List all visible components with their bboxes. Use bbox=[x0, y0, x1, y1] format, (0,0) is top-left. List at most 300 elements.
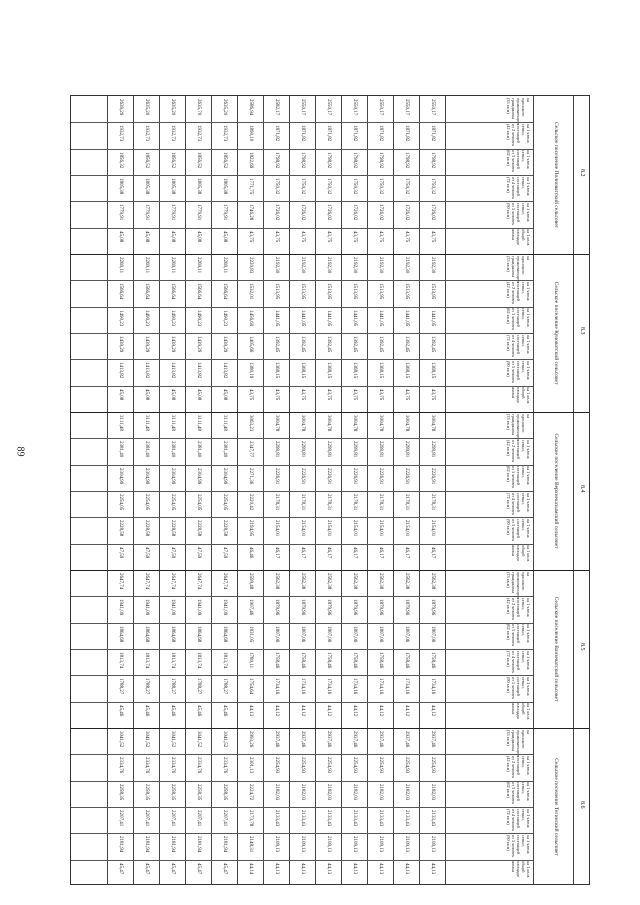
table-cell: 2220,42 bbox=[248, 494, 253, 511]
table-cell: 2181,94 bbox=[170, 836, 175, 853]
section-number: 8.2 bbox=[579, 169, 585, 177]
table-cell: 1413,82 bbox=[170, 362, 175, 379]
table-cell: 1441,05 bbox=[300, 309, 305, 326]
table-cell: 2299,81 bbox=[274, 441, 279, 458]
row-divider bbox=[71, 386, 533, 387]
table-cell: 2178,31 bbox=[404, 494, 409, 511]
table-cell: 2254,93 bbox=[378, 757, 383, 774]
table-cell: 1758,46 bbox=[300, 652, 305, 669]
row-label: на одинокого проживающего гражданина (33 кв.м) bbox=[506, 255, 531, 283]
table-cell: 2562,38 bbox=[378, 573, 383, 590]
table-cell: 45,46 bbox=[118, 704, 123, 716]
table-cell: 1566,64 bbox=[222, 283, 227, 300]
table-cell: 2299,81 bbox=[378, 441, 383, 458]
table-cell: 2937,46 bbox=[378, 731, 383, 748]
table-cell: 1441,05 bbox=[326, 309, 331, 326]
table-cell: 1368,15 bbox=[326, 362, 331, 379]
table-cell: 1441,05 bbox=[404, 309, 409, 326]
table-cell: 2182,03 bbox=[300, 783, 305, 800]
table-cell: 46,46 bbox=[248, 546, 253, 558]
table-cell: 1807,06 bbox=[378, 625, 383, 642]
table-cell: 1392,45 bbox=[352, 336, 357, 353]
table-cell: 2226,91 bbox=[430, 467, 435, 484]
table-cell: 1856,52 bbox=[222, 151, 227, 168]
row-label: на 1 члена семьи, состоящей из 2 человек (42 кв.м) bbox=[506, 281, 531, 304]
table-cell: 1734,16 bbox=[430, 678, 435, 695]
table-cell: 45,08 bbox=[196, 230, 201, 242]
table-cell: 1490,23 bbox=[170, 309, 175, 326]
table-cell: 3004,78 bbox=[404, 415, 409, 432]
table-cell: 2334,76 bbox=[196, 757, 201, 774]
row-label: на 1 кв.м. общей площади жилья bbox=[511, 545, 531, 563]
table-cell: 44,12 bbox=[300, 704, 305, 716]
table-cell: 1879,96 bbox=[352, 599, 357, 616]
table-cell: 2381,40 bbox=[196, 441, 201, 458]
table-cell: 2586,94 bbox=[248, 99, 253, 116]
table-cell: 45,08 bbox=[222, 230, 227, 242]
table-cell: 2226,91 bbox=[352, 467, 357, 484]
column-divider bbox=[263, 96, 264, 884]
table-cell: 1831,05 bbox=[248, 625, 253, 642]
table-cell: 2347,77 bbox=[248, 441, 253, 458]
table-cell: 2937,46 bbox=[274, 731, 279, 748]
table-cell: 43,75 bbox=[326, 230, 331, 242]
table-cell: 2228,58 bbox=[118, 520, 123, 537]
table-cell: 43,75 bbox=[274, 388, 279, 400]
table-cell: 1405,66 bbox=[248, 336, 253, 353]
table-cell: 1798,92 bbox=[430, 151, 435, 168]
table-cell: 2178,31 bbox=[430, 494, 435, 511]
table-cell: 1932,73 bbox=[170, 125, 175, 142]
table-cell: 2154,01 bbox=[326, 520, 331, 537]
table-cell: 1932,73 bbox=[222, 125, 227, 142]
table-cell: 2207,41 bbox=[196, 810, 201, 827]
table-cell: 1879,96 bbox=[378, 599, 383, 616]
table-cell: 2254,05 bbox=[170, 494, 175, 511]
table-cell: 1864,68 bbox=[118, 625, 123, 642]
table-cell: 47,59 bbox=[196, 546, 201, 558]
section-divider bbox=[71, 728, 589, 729]
table-cell: 1758,46 bbox=[378, 652, 383, 669]
table-cell: 44,13 bbox=[378, 862, 383, 874]
table-cell: 43,75 bbox=[430, 388, 435, 400]
section-number: 8.5 bbox=[579, 643, 585, 651]
table-cell: 2269,11 bbox=[144, 257, 149, 274]
table-cell: 2269,11 bbox=[118, 257, 123, 274]
table-cell: 2228,58 bbox=[196, 520, 201, 537]
table-cell: 45,47 bbox=[196, 862, 201, 874]
table-cell: 2299,81 bbox=[352, 441, 357, 458]
table-cell: 2254,05 bbox=[144, 494, 149, 511]
row-label: на 1 члена семьи, состоящей из 4 человек (72 кв.м) bbox=[506, 808, 531, 831]
table-cell: 2381,40 bbox=[144, 441, 149, 458]
table-cell: 2228,58 bbox=[170, 520, 175, 537]
row-label: на 1 члена семьи, состоящей из 5 человек (90 кв.м) bbox=[506, 676, 531, 699]
table-cell: 45,47 bbox=[222, 862, 227, 874]
table-cell: 2254,05 bbox=[196, 494, 201, 511]
table-cell: 2154,01 bbox=[378, 520, 383, 537]
table-cell: 3004,78 bbox=[378, 415, 383, 432]
table-cell: 1734,16 bbox=[300, 678, 305, 695]
table-cell: 1734,16 bbox=[326, 678, 331, 695]
table-cell: 1746,28 bbox=[248, 204, 253, 221]
table-cell: 47,59 bbox=[170, 546, 175, 558]
table-cell: 2181,94 bbox=[196, 836, 201, 853]
table-cell: 2154,01 bbox=[404, 520, 409, 537]
table-cell: 2178,31 bbox=[378, 494, 383, 511]
table-cell: 1941,09 bbox=[118, 599, 123, 616]
table-cell: 1890,10 bbox=[248, 125, 253, 142]
table-cell: 1413,82 bbox=[222, 362, 227, 379]
settlement-name: Сельское поселение Ванзеватский сельсовет bbox=[553, 596, 559, 702]
table-cell: 2178,31 bbox=[326, 494, 331, 511]
row-divider bbox=[71, 675, 533, 676]
table-cell: 44,12 bbox=[352, 704, 357, 716]
table-cell: 2133,43 bbox=[378, 810, 383, 827]
row-divider bbox=[71, 491, 533, 492]
table-cell: 1368,15 bbox=[404, 362, 409, 379]
table-cell: 44,13 bbox=[300, 862, 305, 874]
table-cell: 2304,99 bbox=[222, 467, 227, 484]
row-divider bbox=[71, 149, 533, 150]
row-divider bbox=[71, 754, 533, 755]
table-cell: 1771,75 bbox=[248, 178, 253, 195]
column-divider bbox=[237, 96, 238, 884]
table-cell: 1879,96 bbox=[430, 599, 435, 616]
table-cell: 44,13 bbox=[274, 862, 279, 874]
row-label: на одинокого проживающего гражданина (33 кв.м) bbox=[506, 729, 531, 757]
table-cell: 1822,69 bbox=[248, 151, 253, 168]
table-cell: 1798,92 bbox=[378, 151, 383, 168]
table-cell: 2550,17 bbox=[430, 99, 435, 116]
table-cell: 46,17 bbox=[352, 546, 357, 558]
row-divider bbox=[71, 201, 533, 202]
table-cell: 2207,41 bbox=[222, 810, 227, 827]
table-cell: 1779,91 bbox=[118, 204, 123, 221]
table-cell: 2109,13 bbox=[378, 836, 383, 853]
table-cell: 1368,15 bbox=[352, 362, 357, 379]
table-cell: 2381,40 bbox=[170, 441, 175, 458]
table-cell: 1805,38 bbox=[222, 178, 227, 195]
table-cell: 3111,48 bbox=[170, 415, 175, 431]
section-number: 8.3 bbox=[579, 327, 585, 335]
table-cell: 1879,96 bbox=[274, 599, 279, 616]
table-cell: 1813,74 bbox=[196, 652, 201, 669]
table-cell: 2254,93 bbox=[352, 757, 357, 774]
table-cell: 2226,91 bbox=[274, 467, 279, 484]
table-cell: 1513,95 bbox=[378, 283, 383, 300]
table-cell: 3111,48 bbox=[144, 415, 149, 431]
table-cell: 2647,74 bbox=[222, 573, 227, 590]
table-cell: 1750,32 bbox=[326, 178, 331, 195]
table-cell: 1754,64 bbox=[248, 678, 253, 695]
table-cell: 2258,35 bbox=[144, 783, 149, 800]
table-cell: 3041,52 bbox=[170, 731, 175, 748]
row-divider bbox=[71, 833, 533, 834]
row-divider bbox=[71, 623, 533, 624]
table-cell: 2192,30 bbox=[352, 257, 357, 274]
table-cell: 1879,96 bbox=[326, 599, 331, 616]
table-cell: 1871,82 bbox=[352, 125, 357, 142]
table-cell: 2258,35 bbox=[170, 783, 175, 800]
table-cell: 2226,91 bbox=[300, 467, 305, 484]
table-cell: 1734,16 bbox=[274, 678, 279, 695]
table-cell: 2148,31 bbox=[248, 836, 253, 853]
table-cell: 1941,09 bbox=[222, 599, 227, 616]
table-cell: 1380,19 bbox=[248, 362, 253, 379]
table-cell: 1413,82 bbox=[144, 362, 149, 379]
row-label: на 1 члена семьи, состоящей из 2 человек (42 кв.м) bbox=[506, 439, 531, 462]
table-cell: 1392,45 bbox=[300, 336, 305, 353]
table-cell: 44,12 bbox=[430, 704, 435, 716]
table-cell: 1726,02 bbox=[300, 204, 305, 221]
table-cell: 1758,46 bbox=[352, 652, 357, 669]
table-cell: 1941,09 bbox=[196, 599, 201, 616]
row-label: на 1 кв.м. общей площади жилья bbox=[511, 387, 531, 405]
table-cell: 1798,92 bbox=[326, 151, 331, 168]
table-cell: 2562,38 bbox=[352, 573, 357, 590]
table-cell: 1788,27 bbox=[144, 678, 149, 695]
row-divider bbox=[71, 860, 533, 861]
row-label: на 1 кв.м. общей площади жилья bbox=[511, 229, 531, 247]
table-cell: 44,13 bbox=[352, 862, 357, 874]
table-cell: 1456,60 bbox=[248, 309, 253, 326]
row-label: на 1 члена семьи, состоящей из 2 человек (42 кв.м) bbox=[506, 123, 531, 146]
table-cell: 44,12 bbox=[378, 704, 383, 716]
table-cell: 1758,46 bbox=[404, 652, 409, 669]
table-cell: 2109,13 bbox=[326, 836, 331, 853]
table-cell: 1856,52 bbox=[170, 151, 175, 168]
table-cell: 2550,17 bbox=[300, 99, 305, 116]
table-cell: 1490,23 bbox=[196, 309, 201, 326]
table-cell: 2224,72 bbox=[248, 783, 253, 800]
table-cell: 2228,58 bbox=[222, 520, 227, 537]
table-cell: 2254,93 bbox=[404, 757, 409, 774]
table-cell: 45,08 bbox=[118, 388, 123, 400]
column-divider bbox=[159, 96, 160, 884]
column-divider bbox=[393, 96, 394, 884]
table-cell: 45,46 bbox=[144, 704, 149, 716]
table-cell: 1798,92 bbox=[352, 151, 357, 168]
table-cell: 2635,20 bbox=[222, 99, 227, 116]
table-cell: 2154,01 bbox=[274, 520, 279, 537]
table-cell: 2299,81 bbox=[430, 441, 435, 458]
table-cell: 3111,48 bbox=[118, 415, 123, 431]
table-cell: 1413,82 bbox=[118, 362, 123, 379]
table-cell: 46,17 bbox=[378, 546, 383, 558]
table-cell: 1864,68 bbox=[144, 625, 149, 642]
column-divider bbox=[211, 96, 212, 884]
table-cell: 43,75 bbox=[430, 230, 435, 242]
row-divider bbox=[71, 517, 533, 518]
table-cell: 2381,40 bbox=[118, 441, 123, 458]
section-number: 8.4 bbox=[579, 485, 585, 493]
table-cell: 2550,17 bbox=[326, 99, 331, 116]
table-cell: 3041,52 bbox=[222, 731, 227, 748]
table-cell: 2269,11 bbox=[222, 257, 227, 274]
table-cell: 2334,76 bbox=[118, 757, 123, 774]
table-cell: 2301,13 bbox=[248, 757, 253, 774]
table-cell: 1805,38 bbox=[144, 178, 149, 195]
row-divider bbox=[71, 465, 533, 466]
table-cell: 1932,73 bbox=[118, 125, 123, 142]
table-cell: 1392,45 bbox=[274, 336, 279, 353]
page-number: 89 bbox=[14, 446, 26, 457]
settlement-name: Сельское поселение Тегинский сельсовет bbox=[553, 758, 559, 856]
table-cell: 1368,15 bbox=[378, 362, 383, 379]
table-cell: 2207,41 bbox=[144, 810, 149, 827]
table-cell: 2269,11 bbox=[196, 257, 201, 274]
table-cell: 2226,91 bbox=[326, 467, 331, 484]
table-cell: 2254,93 bbox=[326, 757, 331, 774]
table-cell: 1734,16 bbox=[352, 678, 357, 695]
table-cell: 43,75 bbox=[326, 388, 331, 400]
table-cell: 1726,02 bbox=[352, 204, 357, 221]
table-cell: 2181,94 bbox=[144, 836, 149, 853]
table-cell: 2381,40 bbox=[222, 441, 227, 458]
table-cell: 2550,17 bbox=[404, 99, 409, 116]
table-cell: 45,08 bbox=[118, 230, 123, 242]
table-cell: 1439,29 bbox=[222, 336, 227, 353]
table-cell: 1513,95 bbox=[300, 283, 305, 300]
table-cell: 1750,32 bbox=[404, 178, 409, 195]
table-cell: 1864,68 bbox=[170, 625, 175, 642]
table-cell: 1807,06 bbox=[352, 625, 357, 642]
table-cell: 1807,06 bbox=[274, 625, 279, 642]
table-cell: 44,12 bbox=[404, 704, 409, 716]
table-cell: 2258,35 bbox=[222, 783, 227, 800]
table-cell: 2562,38 bbox=[300, 573, 305, 590]
table-cell: 45,08 bbox=[170, 230, 175, 242]
row-divider bbox=[71, 544, 533, 545]
column-divider bbox=[315, 96, 316, 884]
table-cell: 43,75 bbox=[248, 230, 253, 242]
row-divider bbox=[71, 702, 533, 703]
table-cell: 2192,30 bbox=[326, 257, 331, 274]
row-divider bbox=[71, 228, 533, 229]
table-cell: 2550,17 bbox=[352, 99, 357, 116]
table-cell: 1439,29 bbox=[144, 336, 149, 353]
table-cell: 2178,31 bbox=[274, 494, 279, 511]
table-cell: 2304,99 bbox=[170, 467, 175, 484]
table-cell: 3004,78 bbox=[352, 415, 357, 432]
table-cell: 2207,41 bbox=[118, 810, 123, 827]
table-cell: 2154,01 bbox=[300, 520, 305, 537]
table-cell: 45,47 bbox=[118, 862, 123, 874]
table-cell: 2182,03 bbox=[274, 783, 279, 800]
table-cell: 1532,01 bbox=[248, 283, 253, 300]
table-cell: 1392,45 bbox=[404, 336, 409, 353]
table-cell: 43,75 bbox=[404, 388, 409, 400]
table-cell: 3041,52 bbox=[196, 731, 201, 748]
table-cell: 1441,05 bbox=[430, 309, 435, 326]
row-label: на 1 члена семьи, состоящей из 4 человек (72 кв.м) bbox=[506, 492, 531, 515]
column-divider bbox=[533, 96, 534, 884]
table-cell: 1750,32 bbox=[352, 178, 357, 195]
row-divider bbox=[71, 175, 533, 176]
table-cell: 1726,02 bbox=[404, 204, 409, 221]
table-cell: 2254,93 bbox=[274, 757, 279, 774]
table-cell: 1813,74 bbox=[222, 652, 227, 669]
row-divider bbox=[71, 438, 533, 439]
table-cell: 2639,29 bbox=[118, 99, 123, 116]
table-cell: 2993,26 bbox=[248, 731, 253, 748]
tariff-table bbox=[70, 95, 590, 885]
table-cell: 46,17 bbox=[274, 546, 279, 558]
table-cell: 2258,35 bbox=[118, 783, 123, 800]
table-cell: 1907,46 bbox=[248, 599, 253, 616]
row-label: на 1 члена семьи, состоящей из 3 человек (62 кв.м) bbox=[506, 624, 531, 647]
column-divider bbox=[367, 96, 368, 884]
table-cell: 44,13 bbox=[248, 704, 253, 716]
row-label: на 1 члена семьи, состоящей из 5 человек (90 кв.м) bbox=[506, 360, 531, 383]
column-divider bbox=[341, 96, 342, 884]
row-divider bbox=[71, 307, 533, 308]
table-cell: 2562,38 bbox=[274, 573, 279, 590]
table-cell: 1490,23 bbox=[144, 309, 149, 326]
row-label: на 1 члена семьи, состоящей из 4 человек (72 кв.м) bbox=[506, 334, 531, 357]
table-cell: 1441,05 bbox=[378, 309, 383, 326]
table-cell: 2647,74 bbox=[144, 573, 149, 590]
table-cell: 1758,46 bbox=[326, 652, 331, 669]
table-cell: 1798,92 bbox=[274, 151, 279, 168]
table-cell: 2635,20 bbox=[144, 99, 149, 116]
table-cell: 2178,31 bbox=[352, 494, 357, 511]
table-cell: 1798,92 bbox=[300, 151, 305, 168]
table-cell: 44,13 bbox=[404, 862, 409, 874]
table-cell: 1871,82 bbox=[300, 125, 305, 142]
table-cell: 2192,30 bbox=[404, 257, 409, 274]
row-label: на 1 члена семьи, состоящей из 5 человек (90 кв.м) bbox=[506, 202, 531, 225]
table-cell: 1805,38 bbox=[170, 178, 175, 195]
row-label: на 1 кв.м. общей площади жилья bbox=[511, 703, 531, 721]
section-number: 8.6 bbox=[579, 801, 585, 809]
table-cell: 2182,03 bbox=[378, 783, 383, 800]
table-cell: 46,17 bbox=[404, 546, 409, 558]
table-cell: 2304,99 bbox=[196, 467, 201, 484]
table-cell: 3041,52 bbox=[118, 731, 123, 748]
table-cell: 1779,91 bbox=[144, 204, 149, 221]
table-cell: 1513,95 bbox=[352, 283, 357, 300]
table-cell: 2181,94 bbox=[222, 836, 227, 853]
table-cell: 2133,43 bbox=[404, 810, 409, 827]
table-cell: 45,46 bbox=[170, 704, 175, 716]
table-cell: 3004,78 bbox=[430, 415, 435, 432]
row-label: на 1 члена семьи, состоящей из 5 человек (90 кв.м) bbox=[506, 518, 531, 541]
table-cell: 2269,11 bbox=[170, 257, 175, 274]
table-cell: 2109,13 bbox=[404, 836, 409, 853]
table-cell: 1750,32 bbox=[274, 178, 279, 195]
table-cell: 2647,74 bbox=[118, 573, 123, 590]
row-divider bbox=[71, 122, 533, 123]
table-cell: 1566,64 bbox=[170, 283, 175, 300]
table-cell: 1368,15 bbox=[274, 362, 279, 379]
row-label: на одинокого проживающего гражданина (33 кв.м) bbox=[506, 413, 531, 441]
table-cell: 1798,92 bbox=[404, 151, 409, 168]
table-cell: 2937,46 bbox=[326, 731, 331, 748]
table-cell: 2207,41 bbox=[170, 810, 175, 827]
column-divider bbox=[185, 96, 186, 884]
table-cell: 47,59 bbox=[118, 546, 123, 558]
table-cell: 1566,64 bbox=[196, 283, 201, 300]
table-cell: 2192,30 bbox=[378, 257, 383, 274]
table-cell: 45,46 bbox=[222, 704, 227, 716]
table-cell: 44,14 bbox=[248, 862, 253, 874]
column-divider bbox=[445, 96, 446, 884]
row-divider bbox=[71, 807, 533, 808]
table-cell: 43,75 bbox=[300, 230, 305, 242]
table-cell: 1779,91 bbox=[170, 204, 175, 221]
